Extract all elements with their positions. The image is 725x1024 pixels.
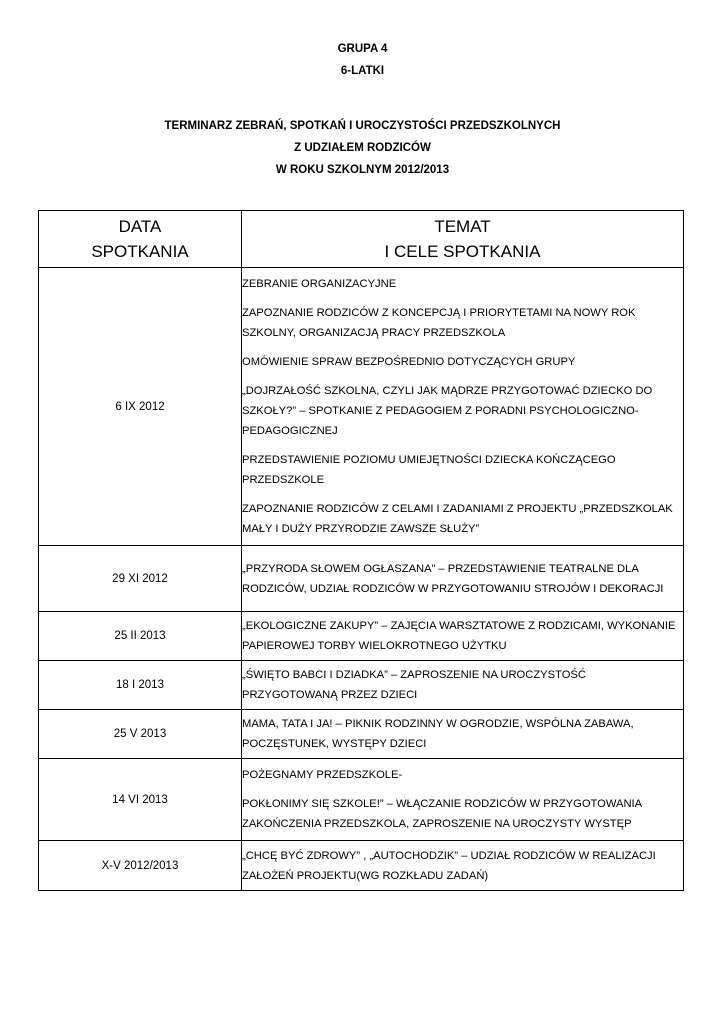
topic-paragraph: POKŁONIMY SIĘ SZKOLE!” – WŁĄCZANIE RODZICÓW W PRZYGOTOWANIA ZAKOŃCZENIA PRZEDSZKOLA, ZAPROSZENIE NA UROCZYSTY WYSTĘP: [242, 798, 642, 830]
topic-paragraph: „EKOLOGICZNE ZAKUPY” – ZAJĘCIA WARSZTATOWE Z RODZICAMI, WYKONANIE PAPIEROWEJ TORBY WIELOKROTNEGO UŻYTKU: [242, 620, 676, 652]
topic-paragraph: „PRZYRODA SŁOWEM OGŁASZANA” – PRZEDSTAWIENIE TEATRALNE DLA RODZICÓW, UDZIAŁ RODZICÓW W PRZYGOTOWANIU STROJÓW I DEKORACJI: [242, 562, 664, 595]
meeting-topic: [242, 268, 684, 546]
topic-paragraph: OMÓWIENIE SPRAW BEZPOŚREDNIO DOTYCZĄCYCH GRUPY: [242, 356, 576, 368]
meeting-date: 29 XI 2012: [39, 546, 242, 612]
topic-header-line-2: I CELE SPOTKANIA: [384, 242, 541, 261]
date-header-line-2: SPOTKANIA: [91, 242, 189, 261]
age-label: 6-LATKI: [340, 65, 385, 77]
group-header: [0, 38, 725, 82]
topic-paragraph: „ŚWIĘTO BABCI I DZIADKA” – ZAPROSZENIE NA UROCZYSTOŚĆ PRZYGOTOWANĄ PRZEZ DZIECI: [242, 669, 586, 701]
topic-paragraph: ZEBRANIE ORGANIZACYJNE: [242, 278, 397, 290]
meeting-date: 25 II 2013: [39, 612, 242, 661]
topic-paragraph: MAMA, TATA I JA! – PIKNIK RODZINNY W OGRODZIE, WSPÓLNA ZABAWA, POCZĘSTUNEK, WYSTĘPY DZIECI: [242, 718, 634, 750]
topic-paragraph: PRZEDSTAWIENIE POZIOMU UMIEJĘTNOŚCI DZIECKA KOŃCZĄCEGO PRZEDSZKOLE: [242, 454, 616, 486]
table-row: [39, 612, 684, 661]
title-line-2: Z UDZIAŁEM RODZICÓW: [294, 142, 431, 154]
meeting-topic: [242, 841, 684, 891]
meeting-topic: [242, 612, 684, 661]
title-line-3: W ROKU SZKOLNYM 2012/2013: [275, 164, 450, 176]
group-label: GRUPA 4: [337, 43, 388, 55]
date-header-line-1: DATA: [118, 217, 162, 236]
table-row: [39, 841, 684, 891]
topic-paragraph: POŻEGNAMY PRZEDSZKOLE-: [242, 769, 403, 781]
date-column-header: [39, 211, 242, 268]
document-title: [0, 115, 725, 181]
topic-header-line-1: TEMAT: [434, 217, 491, 236]
table-row: [39, 710, 684, 759]
meeting-date: 6 IX 2012: [39, 268, 242, 546]
table-row: [39, 268, 684, 546]
topic-paragraph: ZAPOZNANIE RODZICÓW Z CELAMI I ZADANIAMI Z PROJEKTU „PRZEDSZKOLAK MAŁY I DUŻY PRZYRODZIE ZAWSZE SŁUŻY”: [242, 503, 673, 535]
table-row: [39, 759, 684, 841]
meeting-topic: [242, 546, 684, 612]
meeting-date: 18 I 2013: [39, 661, 242, 710]
meeting-topic: [242, 759, 684, 841]
meeting-date: X-V 2012/2013: [39, 841, 242, 891]
table-row: [39, 546, 684, 612]
meeting-topic: [242, 661, 684, 710]
meeting-topic: [242, 710, 684, 759]
table-row: [39, 661, 684, 710]
title-line-1: TERMINARZ ZEBRAŃ, SPOTKAŃ I UROCZYSTOŚCI PRZEDSZKOLNYCH: [164, 120, 561, 132]
topic-paragraph: „CHCĘ BYĆ ZDROWY” , „AUTOCHODZIK” – UDZIAŁ RODZICÓW W REALIZACJI ZAŁOŻEŃ PROJEKTU(WG ROZKŁADU ZADAŃ): [242, 849, 656, 882]
schedule-table: [38, 210, 684, 891]
meeting-date: 25 V 2013: [39, 710, 242, 759]
table-header-row: [39, 211, 684, 268]
topic-paragraph: ZAPOZNANIE RODZICÓW Z KONCEPCJĄ I PRIORYTETAMI NA NOWY ROK SZKOLNY, ORGANIZACJĄ PRACY PRZEDSZKOLA: [242, 307, 636, 339]
meeting-date: 14 VI 2013: [39, 759, 242, 841]
topic-paragraph: „DOJRZAŁOŚĆ SZKOLNA, CZYLI JAK MĄDRZE PRZYGOTOWAĆ DZIECKO DO SZKOŁY?” – SPOTKANIE Z PEDAGOGIEM Z PORADNI PSYCHOLOGICZNO-PEDAGOGICZNEJ: [242, 385, 653, 437]
topic-column-header: [242, 211, 684, 268]
